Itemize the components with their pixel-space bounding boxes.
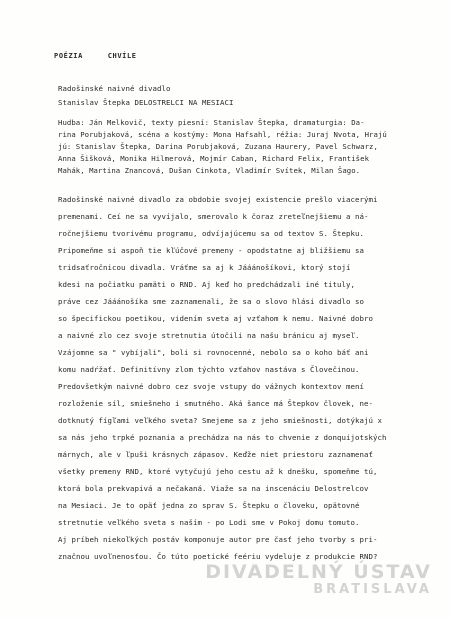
body-line: a naivné zlo cez svoje stretnutia útočili na našu bránicu aj myseľ. [58, 331, 360, 340]
credits-line: Anna Šišková, Monika Hilmerová, Mojmír Caban, Richard Felix, František [58, 154, 370, 163]
subsection-label: CHVÍLE [107, 52, 137, 60]
watermark-line1: DIVADELNÝ ÚSTAV [205, 561, 432, 584]
body-line: všetky premeny RND, ktoré vytyčujú jeho cestu až k dnešku, spomeňme tú, [58, 467, 378, 476]
theatre-name: Radošinské naivné divadlo [58, 84, 171, 93]
body-line: Predovšetkým naivné dobro cez svoje vstupy do vážnych kontextov mení [58, 382, 364, 391]
body-line: komu nadŕžať. Definitívny zlom týchto vzťahov nastáva s Človečinou. [58, 365, 360, 374]
body-line: márnych, ale v ľpuši krásnych zápasov. Keďže niet priestoru zaznamenať [58, 450, 373, 459]
body-line: Vzájomne sa " vybíjali", boli si rovnocenné, nebolo sa o koho báť ani [58, 348, 369, 357]
body-line: práve cez Jááánošíka sme zaznamenali, že sa o slovo hlási divadlo so [58, 297, 364, 306]
watermark-line2: BRATISLAVA [313, 582, 432, 598]
body-line: Aj príbeh niekoľkých postáv komponuje autor pre časť jeho tvorby s pri- [58, 535, 378, 544]
body-line: ktorá bola prekvapivá a nečakaná. Viaže sa na inscenáciu Delostrelcov [58, 484, 369, 493]
document-header [54, 52, 151, 60]
body-line: premenami. Ceí ne sa vyvíjalo, smerovalo k čoraz zreteľnejšiemu a ná- [58, 212, 369, 221]
body-line: rozloženie síl, smiešneho i smutného. Aká šance má Štepkov človek, ne- [58, 399, 373, 408]
credits-line: rina Porubjaková, scéna a kostýmy: Mona Hafsahl, réžia: Juraj Nvota, Hrajú [58, 130, 387, 139]
section-label: POĚZIA [54, 52, 83, 60]
body-line: značnou uvoľnenosťou. Čo túto poetické feériu vydeluje z produkcie RND? [58, 552, 378, 561]
credits-line: Hudba: Ján Melkovič, texty piesní: Stanislav Štepka, dramaturgia: Da- [58, 118, 365, 127]
body-line: so špecifickou poetikou, videním sveta aj vzťahom k nemu. Naivné dobro [58, 314, 373, 323]
body-line: kdesi na počiatku pamäti o RND. Aj keď ho predchádzali iné tituly, [58, 280, 355, 289]
body-line: Radošinské naivné divadlo za obdobie svojej existencie prešlo viacerými [58, 195, 378, 204]
archive-watermark [205, 563, 432, 597]
credits-line: Mahák, Martina Znancová, Dušan Cinkota, Vladimír Svítek, Milan Šago. [58, 166, 361, 175]
credits-line: jú: Stanislav Štepka, Darina Porubjaková, Zuzana Haurery, Pavel Schwarz, [58, 142, 378, 151]
body-line: sa nás jeho trpké poznania a prechádza na nás to chvenie z donquijotských [58, 433, 387, 442]
body-line: tridsaťročnicou divadla. Vráťme sa aj k Jááánošíkovi, ktorý stojí [58, 263, 351, 272]
body-line: ročnejšiemu tvorivému programu, odvíjajúcemu sa od textov S. Štepku. [58, 229, 364, 238]
body-line: dotknutý fígľami veľkého sveta? Smejeme sa z jeho smiešnosti, dotýkajú x [58, 416, 382, 425]
body-line: stretnutie veľkého sveta s naším - po Lodi sme v Pokoj domu tomuto. [58, 518, 360, 527]
body-line: na Mesiaci. Je to opäť jedna zo sprav S. Štepku o človeku, opätovné [58, 501, 360, 510]
play-title: Stanislav Štepka DELOSTRELCI NA MESIACI [58, 98, 234, 107]
body-line: Pripomeňme si aspoň tie kľúčové premeny - opodstatne aj bližšiemu sa [58, 246, 364, 255]
